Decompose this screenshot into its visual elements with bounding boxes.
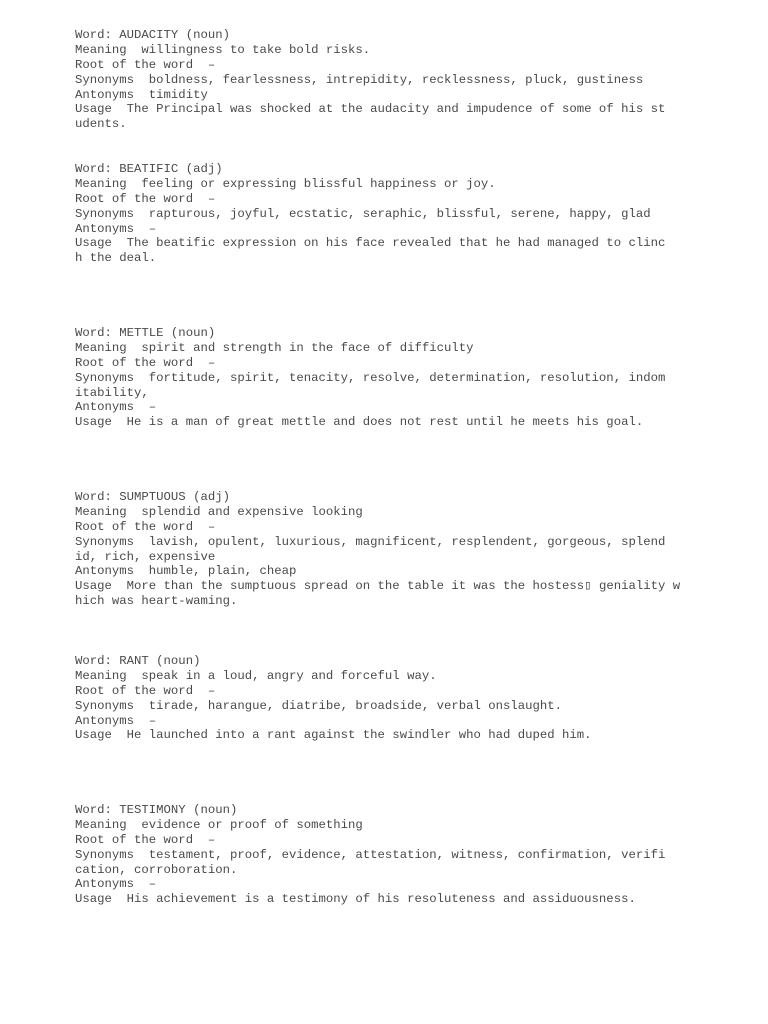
synonyms-line: Synonyms testament, proof, evidence, attestation, witness, confirmation, verifi (75, 847, 666, 862)
root-line: Root of the word – (75, 191, 216, 206)
root-line: Root of the word – (75, 519, 216, 534)
word-line: Word: AUDACITY (noun) (75, 28, 230, 42)
entry-mettle (75, 326, 665, 430)
meaning-line: Meaning splendid and expensive looking (75, 504, 363, 519)
entry-testimony (75, 803, 665, 907)
meaning-line: Meaning evidence or proof of something (75, 817, 363, 832)
meaning-line: Meaning feeling or expressing blissful happiness or joy. (75, 176, 496, 191)
meaning-line: Meaning willingness to take bold risks. (75, 42, 371, 57)
word-line: Word: METTLE (noun) (75, 326, 216, 340)
antonyms-line: Antonyms timidity (75, 87, 208, 102)
root-line: Root of the word – (75, 832, 216, 847)
entry-audacity (75, 28, 665, 132)
meaning-line: Meaning speak in a loud, angry and forceful way. (75, 668, 437, 683)
synonyms-line-continued: id, rich, expensive (75, 549, 216, 564)
synonyms-line-continued: itability, (75, 385, 149, 400)
word-line: Word: RANT (noun) (75, 654, 201, 668)
synonyms-line: Synonyms fortitude, spirit, tenacity, resolve, determination, resolution, indom (75, 370, 666, 385)
usage-line: Usage The Principal was shocked at the audacity and impudence of some of his st (75, 102, 666, 117)
usage-line: Usage His achievement is a testimony of his resoluteness and assiduousness. (75, 892, 636, 907)
root-line: Root of the word – (75, 683, 216, 698)
synonyms-line: Synonyms lavish, opulent, luxurious, magnificent, resplendent, gorgeous, splend (75, 534, 666, 549)
entry-rant (75, 654, 592, 743)
antonyms-line: Antonyms – (75, 221, 157, 236)
antonyms-line: Antonyms – (75, 400, 157, 415)
synonyms-line: Synonyms boldness, fearlessness, intrepidity, recklessness, pluck, gustiness (75, 72, 644, 87)
usage-line-continued: h the deal. (75, 251, 157, 266)
synonyms-line-continued: cation, corroboration. (75, 862, 238, 877)
usage-line-continued: hich was heart-waming. (75, 594, 238, 609)
antonyms-line: Antonyms – (75, 713, 157, 728)
meaning-line: Meaning spirit and strength in the face of difficulty (75, 340, 474, 355)
synonyms-line: Synonyms tirade, harangue, diatribe, broadside, verbal onslaught. (75, 698, 563, 713)
usage-line: Usage More than the sumptuous spread on the table it was the hostess▯ geniality w (75, 579, 681, 594)
word-line: Word: TESTIMONY (noun) (75, 803, 238, 817)
usage-line: Usage The beatific expression on his face revealed that he had managed to clinc (75, 236, 666, 251)
word-line: Word: SUMPTUOUS (adj) (75, 490, 230, 504)
antonyms-line: Antonyms humble, plain, cheap (75, 564, 297, 579)
root-line: Root of the word – (75, 355, 216, 370)
synonyms-line: Synonyms rapturous, joyful, ecstatic, seraphic, blissful, serene, happy, glad (75, 206, 651, 221)
antonyms-line: Antonyms – (75, 877, 157, 892)
root-line: Root of the word – (75, 57, 216, 72)
entry-sumptuous (75, 490, 680, 609)
usage-line: Usage He launched into a rant against the swindler who had duped him. (75, 728, 592, 743)
entry-beatific (75, 162, 665, 266)
usage-line: Usage He is a man of great mettle and does not rest until he meets his goal. (75, 415, 644, 430)
usage-line-continued: udents. (75, 117, 127, 132)
word-line: Word: BEATIFIC (adj) (75, 162, 223, 176)
